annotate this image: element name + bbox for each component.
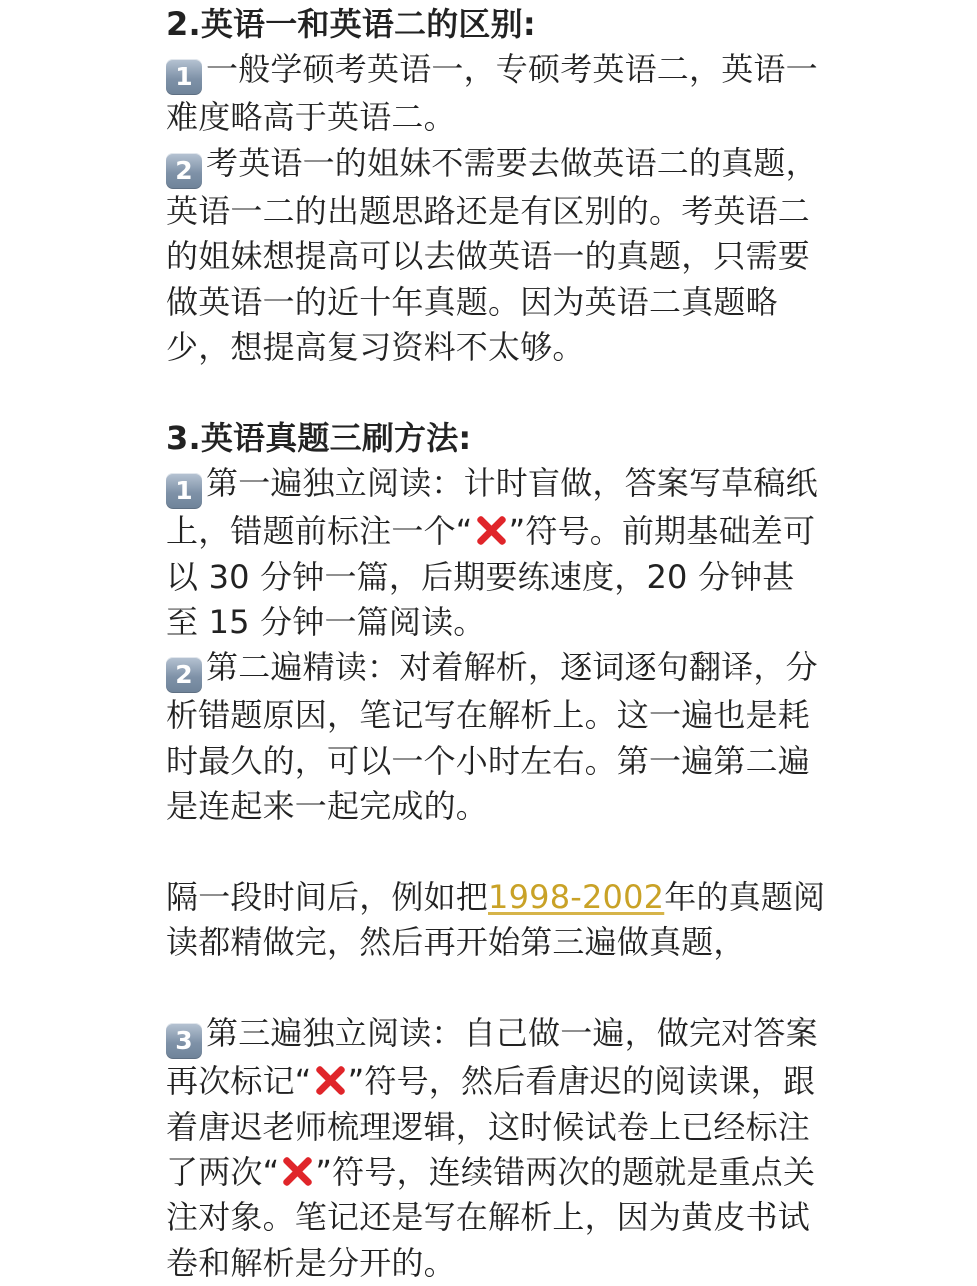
- spacer: [166, 370, 826, 415]
- article-content: [166, 2, 826, 1286]
- spacer: [166, 966, 826, 1011]
- section-3-item-3: [166, 1011, 826, 1286]
- keycap-2-icon: 2: [166, 153, 202, 189]
- interval-text-b: 年的真题阅读都精做完，然后再开始第三遍做真题，: [166, 878, 826, 962]
- section-3-title: 3.英语真题三刷方法:: [166, 418, 472, 457]
- section-3-item-1-text-a: 第一遍独立阅读：计时盲做，答案写草稿纸上，错题前标注一个“: [166, 464, 818, 551]
- cross-mark-icon: [280, 1154, 314, 1188]
- year-range-highlight: 1998-2002: [488, 878, 665, 917]
- section-3-item-1: [166, 461, 826, 645]
- section-2-item-2-text: 考英语一的姐妹不需要去做英语二的真题，英语一二的出题思路还是有区别的。考英语二的姐妹想提高可以去做英语一的真题，只需要做英语一的近十年真题。因为英语二真题略少，想提高复习资料不太够。: [166, 143, 818, 367]
- interval-paragraph: [166, 875, 826, 966]
- interval-text-a: 隔一段时间后，例如把: [166, 878, 489, 917]
- section-3-item-3-text-b: ”符号，然后看唐迟的阅读课，跟着唐迟老师梳理逻辑，这时候试卷上已经标注了两次“: [166, 1062, 816, 1192]
- cross-mark-icon: [474, 513, 508, 547]
- keycap-2-icon: 2: [166, 657, 202, 693]
- keycap-1-icon: 1: [166, 59, 202, 95]
- section-2-item-1-text: 一般学硕考英语一，专硕考英语二，英语一难度略高于英语二。: [166, 50, 818, 137]
- section-3-item-1-text-b: ”符号。前期基础差可以 30 分钟一篇，后期要练速度，20 分钟甚至 15 分钟一篇阅读。: [166, 512, 816, 642]
- spacer: [166, 830, 826, 875]
- section-2-title: 2.英语一和英语二的区别:: [166, 5, 536, 43]
- section-3-item-3-text-c: ”符号，连续错两次的题就是重点关注对象。笔记还是写在解析上，因为黄皮书试卷和解析是分开的。: [166, 1153, 816, 1282]
- section-2-item-2: [166, 141, 826, 371]
- section-3-item-2-text: 第二遍精读：对着解析，逐词逐句翻译，分析错题原因，笔记写在解析上。这一遍也是耗时最久的，可以一个小时左右。第一遍第二遍是连起来一起完成的。: [166, 648, 818, 826]
- section-3-item-3-text-a: 第三遍独立阅读：自己做一遍，做完对答案再次标记“: [166, 1014, 818, 1101]
- keycap-1-icon: 1: [166, 473, 202, 509]
- keycap-3-icon: 3: [166, 1023, 202, 1059]
- section-3-item-2: [166, 645, 826, 829]
- section-2-item-1: [166, 47, 826, 140]
- cross-mark-icon: [313, 1063, 347, 1097]
